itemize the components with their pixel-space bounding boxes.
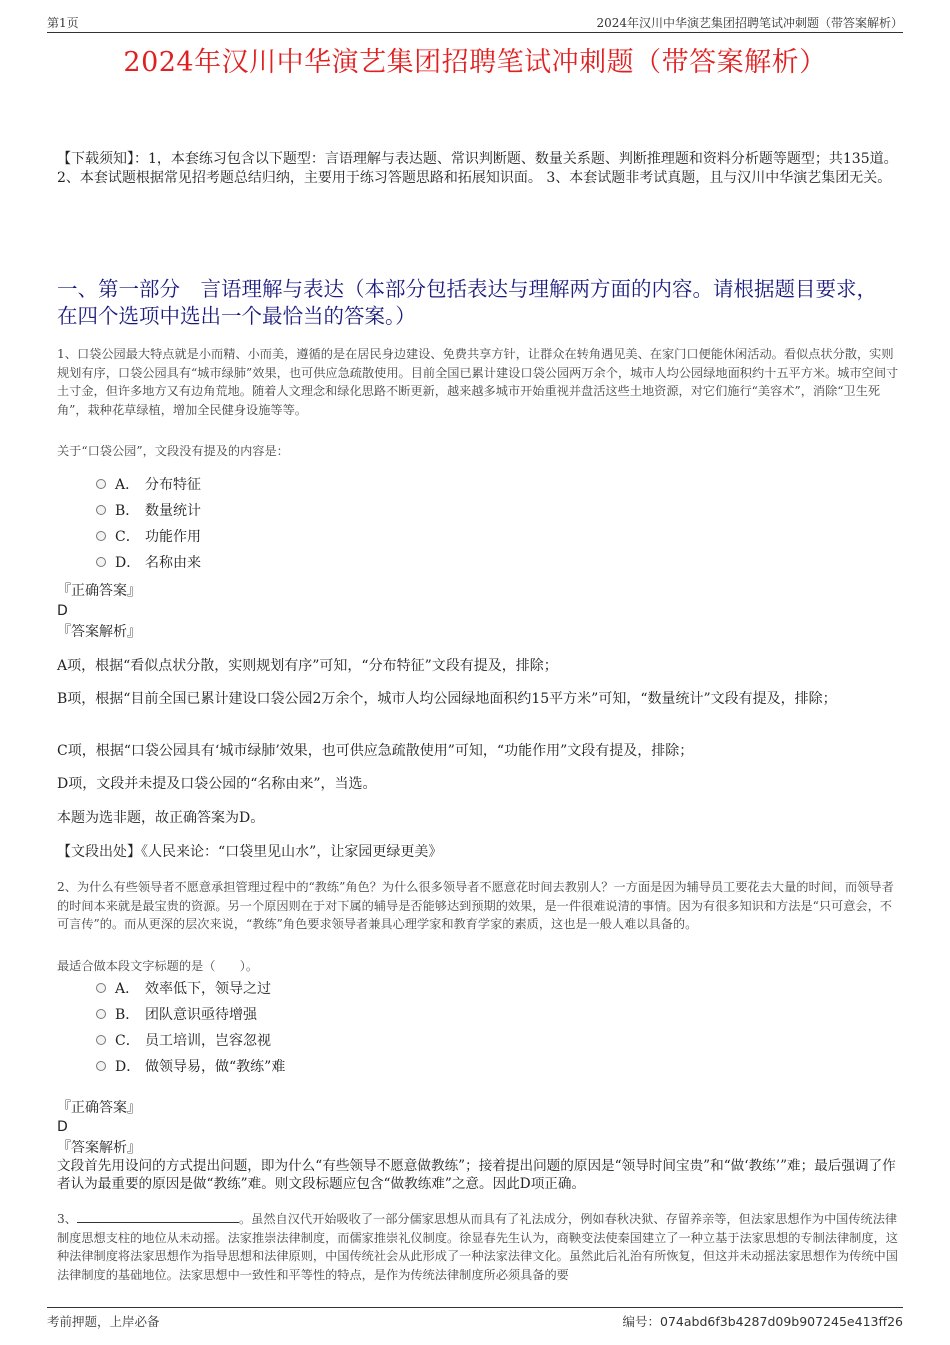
q1-answer-label: 『正确答案』: [57, 583, 141, 599]
radio-icon[interactable]: [96, 1009, 106, 1019]
code-value: 074abd6f3b4287d09b907245e413ff26: [660, 1314, 903, 1329]
q2-answer-label: 『正确答案』: [57, 1100, 141, 1116]
fill-blank: [77, 1210, 239, 1223]
q1-conclusion: 本题为选非题，故正确答案为D。: [57, 810, 265, 826]
page-footer: [47, 1307, 903, 1327]
footer-code: [622, 1312, 903, 1330]
option-text: 数量统计: [145, 503, 201, 519]
q2-option-d[interactable]: [96, 1054, 285, 1080]
q1-option-a[interactable]: [96, 472, 201, 498]
q1-analysis-label: 『答案解析』: [57, 624, 141, 640]
option-text: 做领导易，做“教练”难: [145, 1059, 286, 1075]
q2-options: [96, 976, 285, 1080]
option-letter: B．: [115, 503, 140, 519]
q3-text: 。虽然自汉代开始吸收了一部分儒家思想从而具有了礼法成分，例如春秋决狱、存留养亲等，但法家思想作为中国传统法律制度思想支柱的地位从未动摇。法家推崇法律制度，而儒家推崇礼仪制度。徐显春先生认为，商鞅变法使秦国建立了一种立基于法家思想的专制法律制度，这种法律制度将法家思想作为指导思想和法律原则，中国传统社会从此形成了一种法家法律文化。虽然此后礼治有所恢复，但这并未动摇法家思想作为传统中国法律制度的基础地位。法家思想中一致性和平等性的特点，是作为传统法律制度所必须具备的要: [57, 1212, 898, 1282]
q2-analysis-label: 『答案解析』: [57, 1140, 141, 1156]
q1-stem: 关于“口袋公园”，文段没有提及的内容是：: [57, 444, 289, 458]
page-title: 2024年汉川中华演艺集团招聘笔试冲刺题（带答案解析）: [123, 47, 827, 78]
option-letter: C．: [115, 1033, 140, 1049]
q2-option-c[interactable]: [96, 1028, 285, 1054]
option-letter: D．: [115, 1059, 141, 1075]
q1-analysis-a: A项，根据“看似点状分散，实则规划有序”可知，“分布特征”文段有提及，排除；: [57, 658, 558, 674]
header-doc-title: 2024年汉川中华演艺集团招聘笔试冲刺题（带答案解析）: [596, 16, 903, 30]
q1-analysis-b: B项，根据“目前全国已累计建设口袋公园2万余个，城市人均公园绿地面积约15平方米”可知，“数量统计”文段有提及，排除；: [57, 691, 837, 707]
option-text: 团队意识亟待增强: [145, 1007, 257, 1023]
option-text: 分布特征: [145, 477, 201, 493]
q3-passage: [57, 1210, 900, 1284]
q2-option-b[interactable]: [96, 1002, 285, 1028]
option-letter: D．: [115, 555, 141, 571]
q2-answer: D: [57, 1119, 68, 1135]
q1-option-d[interactable]: [96, 550, 201, 576]
radio-icon[interactable]: [96, 1061, 106, 1071]
radio-icon[interactable]: [96, 557, 106, 567]
q1-passage: 1、口袋公园最大特点就是小而精、小而美，遵循的是在居民身边建设、免费共享方针，让群众在转角遇见美、在家门口便能休闲活动。看似点状分散，实则规划有序，口袋公园具有“城市绿肺”效果，也可供应急疏散使用。目前全国已累计建设口袋公园两万余个，城市人均公园绿地面积约十五平方米。城市空间寸土寸金，但许多地方又有边角荒地。随着人文理念和绿化思路不断更新，越来越多城市开始重视并盘活这些土地资源，对它们施行“美容术”，消除“卫生死角”，栽种花草绿植，增加全民健身设施等等。: [57, 347, 899, 417]
download-notice: 【下载须知】：1，本套练习包含以下题型：言语理解与表达题、常识判断题、数量关系题、判断推理题和资料分析题等题型；共135道。 2、本套试题根据常见招考题总结归纳，主要用于练习答题思路和拓展知识面。 3、本套试题非考试真题，且与汉川中华演艺集团无关。: [57, 151, 898, 186]
section-heading: 一、第一部分 言语理解与表达（本部分包括表达与理解两方面的内容。请根据题目要求，在四个选项中选出一个最恰当的答案。）: [57, 277, 877, 328]
q1-source: 【文段出处】《人民来论：“口袋里见山水”，让家园更绿更美》: [57, 844, 443, 860]
radio-icon[interactable]: [96, 531, 106, 541]
option-letter: A．: [115, 981, 140, 997]
option-letter: A．: [115, 477, 140, 493]
q1-analysis-c: C项，根据“口袋公园具有‘城市绿肺’效果，也可供应急疏散使用”可知，“功能作用”文段有提及，排除；: [57, 743, 694, 759]
page-header: [47, 14, 903, 33]
radio-icon[interactable]: [96, 1035, 106, 1045]
page-number: 第1页: [47, 16, 79, 30]
q1-option-c[interactable]: [96, 524, 201, 550]
q1-option-b[interactable]: [96, 498, 201, 524]
option-letter: B．: [115, 1007, 140, 1023]
q2-analysis: 文段首先用设问的方式提出问题，即为什么“有些领导不愿意做教练”；接着提出问题的原因是“领导时间宝贵”和“做‘教练’”难；最后强调了作者认为最重要的原因是做“教练”难。则文段标题应包含“做教练难”之意。因此D项正确。: [57, 1158, 896, 1192]
q1-options: [96, 472, 201, 576]
q2-stem: 最适合做本段文字标题的是（ ）。: [57, 959, 259, 973]
option-letter: C．: [115, 529, 140, 545]
option-text: 功能作用: [145, 529, 201, 545]
q2-option-a[interactable]: [96, 976, 285, 1002]
footer-slogan: 考前押题，上岸必备: [47, 1314, 160, 1329]
option-text: 效率低下，领导之过: [145, 981, 271, 997]
radio-icon[interactable]: [96, 479, 106, 489]
q3-number: 3、: [57, 1212, 77, 1226]
option-text: 员工培训，岂容忽视: [145, 1033, 271, 1049]
q1-answer: D: [57, 603, 68, 619]
radio-icon[interactable]: [96, 505, 106, 515]
radio-icon[interactable]: [96, 983, 106, 993]
option-text: 名称由来: [145, 555, 201, 571]
code-label: 编号：: [622, 1314, 660, 1329]
q1-analysis-d: D项，文段并未提及口袋公园的“名称由来”，当选。: [57, 776, 377, 792]
q2-passage: 2、为什么有些领导者不愿意承担管理过程中的“教练”角色？为什么很多领导者不愿意花时间去教别人？一方面是因为辅导员工要花去大量的时间，而领导者的时间本来就是最宝贵的资源。另一个原因则在于对下属的辅导是否能够达到预期的效果，是一件很难说清的事情。因为有很多知识和方法是“只可意会，不可言传”的。而从更深的层次来说，“教练”角色要求领导者兼具心理学家和教育学家的素质，这也是一般人难以具备的。: [57, 880, 894, 931]
